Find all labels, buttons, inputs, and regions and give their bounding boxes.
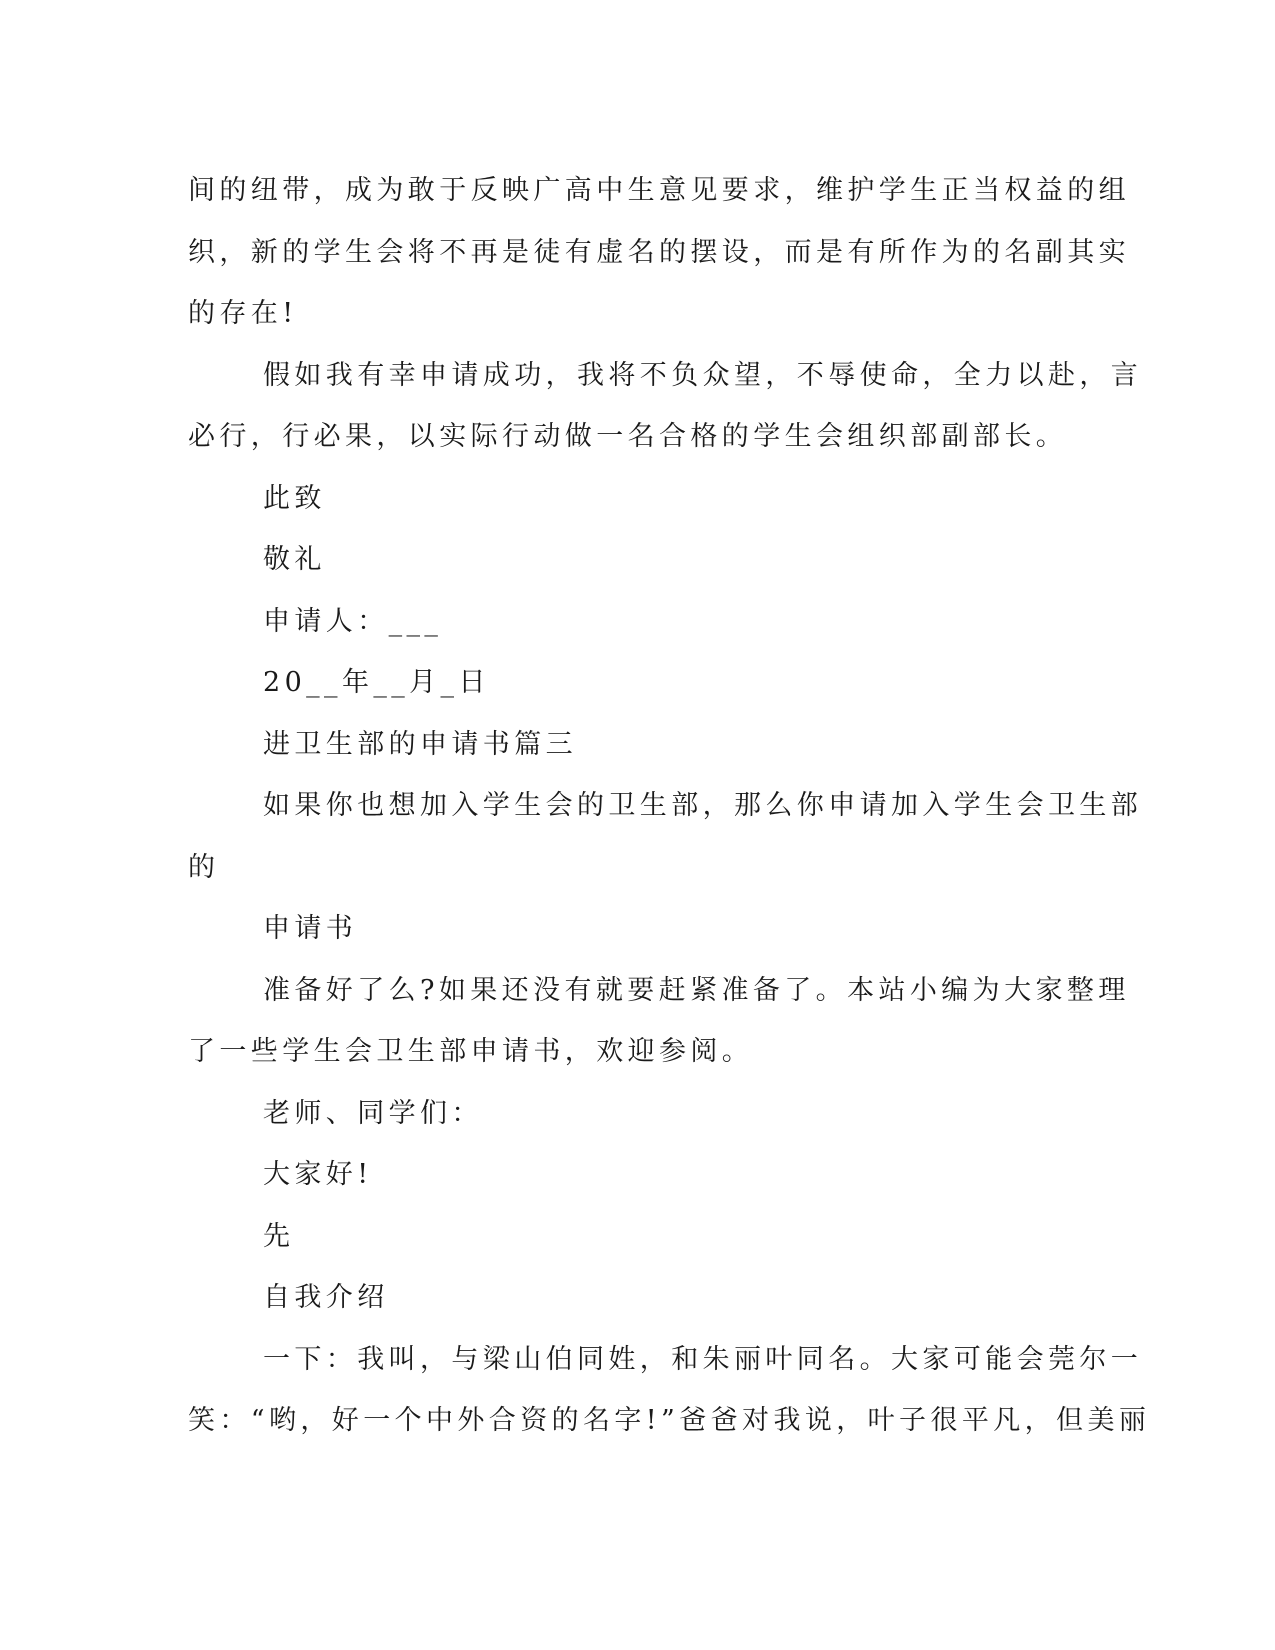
text-line: 的存在!	[188, 298, 298, 329]
text-line: 笑：“哟，好一个中外合资的名字!”爸爸对我说，叶子很平凡，但美丽	[188, 1405, 1151, 1436]
text-line: 必行，行必果，以实际行动做一名合格的学生会组织部副部长。	[188, 421, 1068, 452]
document-body	[188, 160, 1151, 1452]
text-line: 间的纽带，成为敢于反映广高中生意见要求，维护学生正当权益的组	[188, 175, 1130, 206]
closing-salutation: 此致	[263, 482, 326, 514]
greeting-line: 老师、同学们：	[263, 1097, 483, 1129]
applicant-signature-line: 申请人：___	[263, 605, 443, 637]
greeting-line: 大家好!	[263, 1159, 373, 1190]
text-line: 的	[188, 851, 220, 883]
text-line: 了一些学生会卫生部申请书，欢迎参阅。	[188, 1036, 754, 1067]
text-line: 织，新的学生会将不再是徒有虚名的摆设，而是有所作为的名副其实	[188, 236, 1130, 268]
text-line: 申请书	[263, 913, 358, 944]
text-line: 假如我有幸申请成功，我将不负众望，不辱使命，全力以赴，言	[263, 359, 1143, 391]
closing-regards: 敬礼	[263, 544, 326, 575]
text-line: 一下：我叫，与梁山伯同姓，和朱丽叶同名。大家可能会莞尔一	[263, 1343, 1143, 1375]
date-line: 20__年__月_日	[263, 667, 490, 698]
section-heading: 进卫生部的申请书篇三	[263, 728, 577, 760]
text-line: 准备好了么?如果还没有就要赶紧准备了。本站小编为大家整理	[263, 974, 1130, 1006]
text-line: 自我介绍	[263, 1282, 389, 1313]
text-line: 如果你也想加入学生会的卫生部，那么你申请加入学生会卫生部	[263, 790, 1143, 821]
text-line: 先	[263, 1220, 295, 1252]
